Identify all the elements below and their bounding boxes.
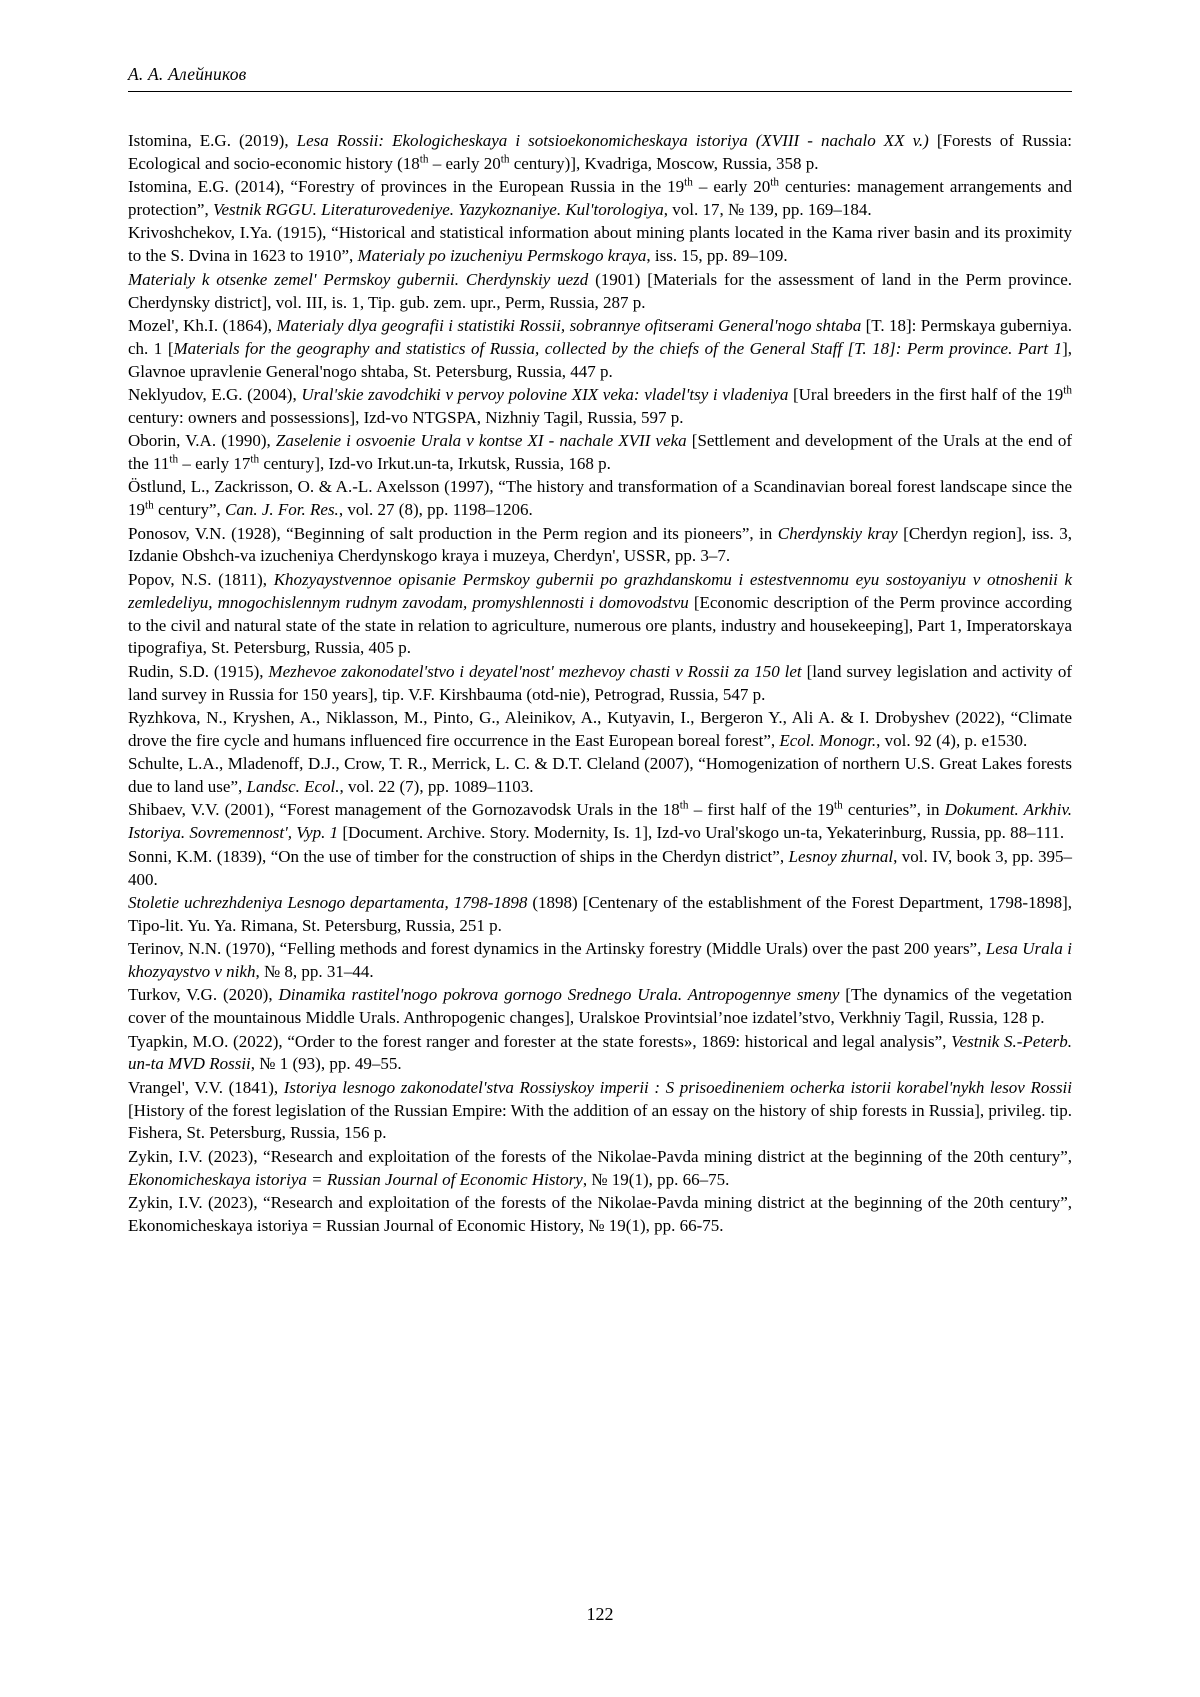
- reference-entry: Oborin, V.A. (1990), Zaselenie i osvoenie Urala v kontse XI - nachale XVII veka [Settlement and development of the Urals at the end of the 11th – early 17th century], Izd-vo Irkut.un-ta, Irkutsk, Russia, 168 p.: [128, 431, 1072, 474]
- reference-entry: Popov, N.S. (1811), Khozyaystvennoe opisanie Permskoy gubernii po grazhdanskomu i estestvennomu eyu sostoyaniyu v otnoshenii k zemledeliyu, mnogochislennym rudnym zavodam, promyshlennosti i domovodstvu [Economic description of the Perm province according to the civil and natural state of the state in relation to agriculture, numerous ore plants, industry and housekeeping], Part 1, Imperatorskaya tipografiya, St. Petersburg, Russia, 405 p.: [128, 569, 1072, 658]
- reference-entry: Zykin, I.V. (2023), “Research and exploitation of the forests of the Nikolae-Pavda mining district at the beginning of the 20th century”, Ekonomicheskaya istoriya = Russian Journal of Economic History, № 19(1), pp. 66-75.: [128, 1193, 1072, 1235]
- reference-entry: Ryzhkova, N., Kryshen, A., Niklasson, M., Pinto, G., Aleinikov, A., Kutyavin, I., Bergeron Y., Ali A. & I. Drobyshev (2022), “Climate drove the fire cycle and humans influenced fire occurrence in the East European boreal forest”, Ecol. Monogr., vol. 92 (4), p. e1530.: [128, 707, 1072, 750]
- reference-entry: Östlund, L., Zackrisson, O. & A.-L. Axelsson (1997), “The history and transformation of a Scandinavian boreal forest landscape since the 19th century”, Can. J. For. Res., vol. 27 (8), pp. 1198–1206.: [128, 477, 1072, 520]
- reference-entry: Ponosov, V.N. (1928), “Beginning of salt production in the Perm region and its pioneers”, in Cherdynskiy kray [Cherdyn region], iss. 3, Izdanie Obshch-va izucheniya Cherdynskogo kraya i muzeya, Cherdyn', USSR, pp. 3–7.: [128, 523, 1072, 566]
- reference-list: [128, 130, 1072, 1238]
- reference-entry: Vrangel', V.V. (1841), Istoriya lesnogo zakonodatel'stva Rossiyskoy imperii : S prisoedineniem ocherka istorii korabel'nykh lesov Rossii [History of the forest legislation of the Russian Empire: With the addition of an essay on the history of ship forests in Russia], privileg. tip. Fishera, St. Petersburg, Russia, 156 p.: [128, 1077, 1073, 1143]
- header-divider: [128, 91, 1072, 92]
- reference-entry: Sonni, K.M. (1839), “On the use of timber for the construction of ships in the Cherdyn district”, Lesnoy zhurnal, vol. IV, book 3, pp. 395–400.: [128, 846, 1072, 889]
- reference-entry: Mozel', Kh.I. (1864), Materialy dlya geografii i statistiki Rossii, sobrannye ofitserami General'nogo shtaba [T. 18]: Permskaya guberniya. ch. 1 [Materials for the geography and statistics of Russia, collected by the chiefs of the General Staff [T. 18]: Perm province. Part 1], Glavnoe upravlenie General'nogo shtaba, St. Petersburg, Russia, 447 p.: [128, 315, 1072, 381]
- reference-entry: Istomina, E.G. (2014), “Forestry of provinces in the European Russia in the 19th – early 20th centuries: management arrangements and protection”, Vestnik RGGU. Literaturovedeniye. Yazykoznaniye. Kul'torologiya, vol. 17, № 139, pp. 169–184.: [128, 176, 1072, 220]
- reference-entry: Neklyudov, E.G. (2004), Ural'skie zavodchiki v pervoy polovine XIX veka: vladel'tsy i vladeniya [Ural breeders in the first half of the 19th century: owners and possessions], Izd-vo NTGSPA, Nizhniy Tagil, Russia, 597 p.: [128, 384, 1072, 427]
- reference-entry: Turkov, V.G. (2020), Dinamika rastitel'nogo pokrova gornogo Srednego Urala. Antropogennye smeny [The dynamics of the vegetation cover of the mountainous Middle Urals. Anthropogenic changes], Uralskoe Provintsial’noe izdatel’stvo, Verkhniy Tagil, Russia, 128 p.: [128, 985, 1072, 1028]
- reference-entry: Istomina, E.G. (2019), Lesa Rossii: Ekologicheskaya i sotsioekonomicheskaya istoriya (XVIII - nachalo XX v.) [Forests of Russia: Ecological and socio-economic history (18th – early 20th century)], Kvadriga, Moscow, Russia, 358 p.: [128, 131, 1072, 173]
- reference-entry: Krivoshchekov, I.Ya. (1915), “Historical and statistical information about mining plants located in the Kama river basin and its proximity to the S. Dvina in 1623 to 1910”, Materialy po izucheniyu Permskogo kraya, iss. 15, pp. 89–109.: [128, 223, 1072, 266]
- reference-entry: Materialy k otsenke zemel' Permskoy gubernii. Cherdynskiy uezd (1901) [Materials for the assessment of land in the Perm province. Cherdynsky district], vol. III, is. 1, Tip. gub. zem. upr., Perm, Russia, 287 p.: [128, 269, 1072, 312]
- running-head: А. А. Алейников: [128, 64, 247, 84]
- reference-entry: Zykin, I.V. (2023), “Research and exploitation of the forests of the Nikolae-Pavda mining district at the beginning of the 20th century”, Ekonomicheskaya istoriya = Russian Journal of Economic History, № 19(1), pp. 66–75.: [128, 1146, 1072, 1189]
- page-number: 122: [586, 1604, 614, 1624]
- reference-entry: Stoletie uchrezhdeniya Lesnogo departamenta, 1798-1898 (1898) [Centenary of the establishment of the Forest Department, 1798-1898], Tipo-lit. Yu. Ya. Rimana, St. Petersburg, Russia, 251 p.: [128, 892, 1072, 935]
- reference-entry: Rudin, S.D. (1915), Mezhevoe zakonodatel'stvo i deyatel'nost' mezhevoy chasti v Rossii za 150 let [land survey legislation and activity of land survey in Russia for 150 years], tip. V.F. Kirshbauma (otd-nie), Petrograd, Russia, 547 p.: [128, 661, 1072, 704]
- reference-entry: Shibaev, V.V. (2001), “Forest management of the Gornozavodsk Urals in the 18th – first half of the 19th centuries”, in Dokument. Arkhiv. Istoriya. Sovremennost', Vyp. 1 [Document. Archive. Story. Modernity, Is. 1], Izd-vo Ural'skogo un-ta, Yekaterinburg, Russia, pp. 88–111.: [128, 799, 1072, 843]
- reference-entry: Tyapkin, M.O. (2022), “Order to the forest ranger and forester at the state forests», 1869: historical and legal analysis”, Vestnik S.-Peterb. un-ta MVD Rossii, № 1 (93), pp. 49–55.: [128, 1031, 1072, 1074]
- reference-entry: Schulte, L.A., Mladenoff, D.J., Crow, T. R., Merrick, L. C. & D.T. Cleland (2007), “Homogenization of northern U.S. Great Lakes forests due to land use”, Landsc. Ecol., vol. 22 (7), pp. 1089–1103.: [128, 754, 1072, 797]
- reference-entry: Terinov, N.N. (1970), “Felling methods and forest dynamics in the Artinsky forestry (Middle Urals) over the past 200 years”, Lesa Urala i khozyaystvo v nikh, № 8, pp. 31–44.: [128, 939, 1072, 981]
